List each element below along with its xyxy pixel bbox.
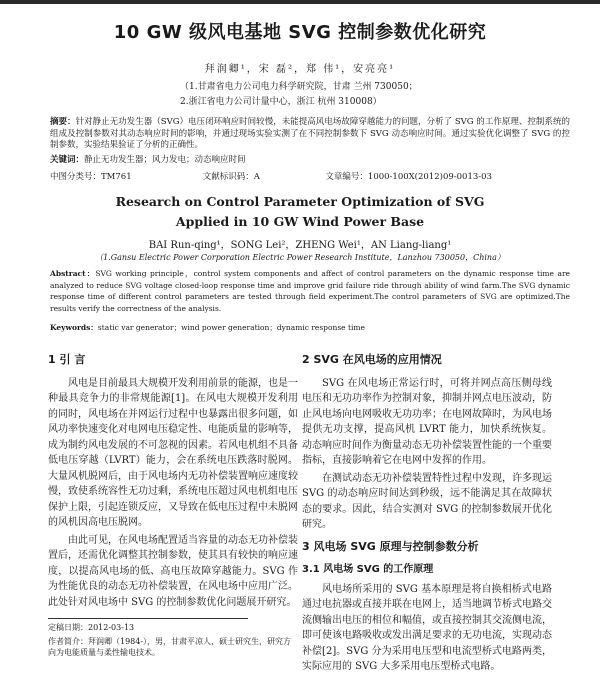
section-1-heading: 1 引 言 — [48, 353, 86, 366]
affiliation-cn-2: 2.浙江省电力公司计量中心，浙江 杭州 310008） — [180, 97, 382, 107]
section-3-heading: 3 风电场 SVG 原理与控制参数分析 — [302, 539, 479, 553]
section-1-para-2: 由此可见，在风电场配置适当容量的动态无功补偿装置后，还需优化调整其控制参数，使其具有较快的响应速度，以提高风电场的低、高电压故障穿越能力。SVG 作为性能优良的动态无功补偿装置，在风电场中应用广泛。此处针对风电场中 SVG 的控制参数优化问题展开研究。 — [48, 534, 298, 608]
keywords-cn — [50, 153, 570, 165]
keywords-en-label: Keywords： — [50, 323, 98, 332]
paper-title-en-line1: Research on Control Parameter Optimization of SVG — [115, 194, 485, 209]
right-column — [302, 352, 552, 677]
section-3-1-para: 风电场所采用的 SVG 基本原理是将自换相桥式电路通过电抗器或直接并联在电网上，适当地调节桥式电路交流侧输出电压的相位和幅值，或直接控制其交流侧电流，即可使该电路吸收或发出满足要求的无功电流，实现动态补偿[2]。SVG 分为采用电压型和电流型桥式电路两类，实际应用的 SVG 大多采用电压型桥式电路。 — [302, 583, 552, 672]
abstract-en-label: Abstract： — [50, 269, 96, 278]
page-header-strip — [0, 0, 600, 4]
affiliation-cn-1: （1.甘肃省电力公司电力科学研究院，甘肃 兰州 730050； — [180, 82, 418, 92]
footnote-rule — [48, 618, 248, 619]
keywords-cn-text: 静止无功发生器；风力发电；动态响应时间 — [84, 155, 246, 165]
abstract-cn-text: 针对静止无功发生器（SVG）电压闭环响应时间较慢，未能提高风电场故障穿越能力的问题，分析了 SVG 的工作原理、控制系统的组成及控制参数对其动态响应时间的影响，并通过现场实验实测了在不同控制参数下 SVG 动态响应时间。通过实验优化调整了 SVG 的控制参数，实验结果验证了分析的正确性。 — [50, 117, 570, 150]
authors-en: BAI Run-qing¹，SONG Lei²，ZHENG Wei¹，AN Liang-liang¹ — [148, 240, 452, 251]
footnote-received: 定稿日期：2012-03-13 — [48, 623, 135, 632]
affiliation-en: （1.Gansu Electric Power Corporation Electric Power Research Institute，Lanzhou 730050，China） — [95, 253, 505, 262]
footnote-author-info: 作者简介：拜润卿（1984-），男，甘肃平凉人，硕士研究生，研究方向为电能质量与柔性输电技术。 — [48, 637, 292, 657]
classification-row — [50, 170, 570, 182]
section-2-para-1: SVG 在风电场正常运行时，可将并网点高压侧母线电压和无功功率作为控制对象，抑制并网点电压波动，防止风电场向电网吸收无功功率；在电网故障时，为风电场提供无功支撑，提高风机 LVRT 能力，加快系统恢复。动态响应时间作为衡量动态无功补偿装置性能的一个重要指标，直接影响着它在电网中发挥的作用。 — [302, 377, 552, 466]
abstract-en — [50, 268, 570, 314]
paper-title-en-line2: Applied in 10 GW Wind Power Base — [175, 214, 425, 229]
clc-number: 中图分类号：TM761 — [50, 172, 132, 182]
keywords-en-text: static var generator；wind power generation；dynamic response time — [97, 323, 365, 332]
keywords-en — [50, 322, 570, 333]
section-2-heading: 2 SVG 在风电场的应用情况 — [302, 353, 442, 366]
section-1-para-1: 风电是目前最具大规模开发利用前景的能源，也是一种最具竞争力的非常规能源[1]。在风电大规模开发利用的同时，风电场在并网运行过程中也暴露出很多问题，如风功率快速变化对电网电压稳定性、电能质量的影响等，成为制约风电发展的不可忽视的因素。若风电机组不具备低电压穿越（LVRT）能力，会在系统电压跌落时脱网。大量风机脱网后，由于风电场内无功补偿装置响应速度较慢，致使系统容性无功过剩，系统电压超过风电机组电压保护上限，引起连锁反应，又导致在低电压过程中未脱网的风机因高电压脱网。 — [48, 377, 298, 528]
document-code: 文献标识码：A — [202, 172, 260, 182]
abstract-en-text: SVG working principle，control system components and affect of control parameters on the dynamic response time are analyzed to reduce SVG voltage closed-loop response time and improve grid failure ride through ability of wind farm.The SVG dynamic response time of different control parameters are tested through field experiment.The control parameters of SVG are optimized.The results verify the correctness of the analysis. — [50, 269, 570, 313]
section-2-para-2: 在测试动态无功补偿装置特性过程中发现，许多现运 SVG 的动态响应时间达到秒级，远不能满足其在故障状态的要求。因此，结合实测对 SVG 的控制参数展开优化研究。 — [302, 472, 552, 530]
left-column — [48, 352, 298, 612]
abstract-cn — [50, 117, 570, 152]
article-number: 文章编号：1000-100X(2012)09-0013-03 — [325, 172, 492, 182]
authors-cn: 拜润卿¹，宋 磊²，郑 伟¹，安亮亮¹ — [204, 64, 396, 75]
abstract-cn-label: 摘要： — [50, 117, 76, 127]
keywords-cn-label: 关键词： — [50, 155, 85, 165]
section-3-1-heading: 3.1 风电场 SVG 的工作原理 — [302, 564, 434, 575]
paper-title-cn: 10 GW 级风电基地 SVG 控制参数优化研究 — [113, 22, 487, 43]
